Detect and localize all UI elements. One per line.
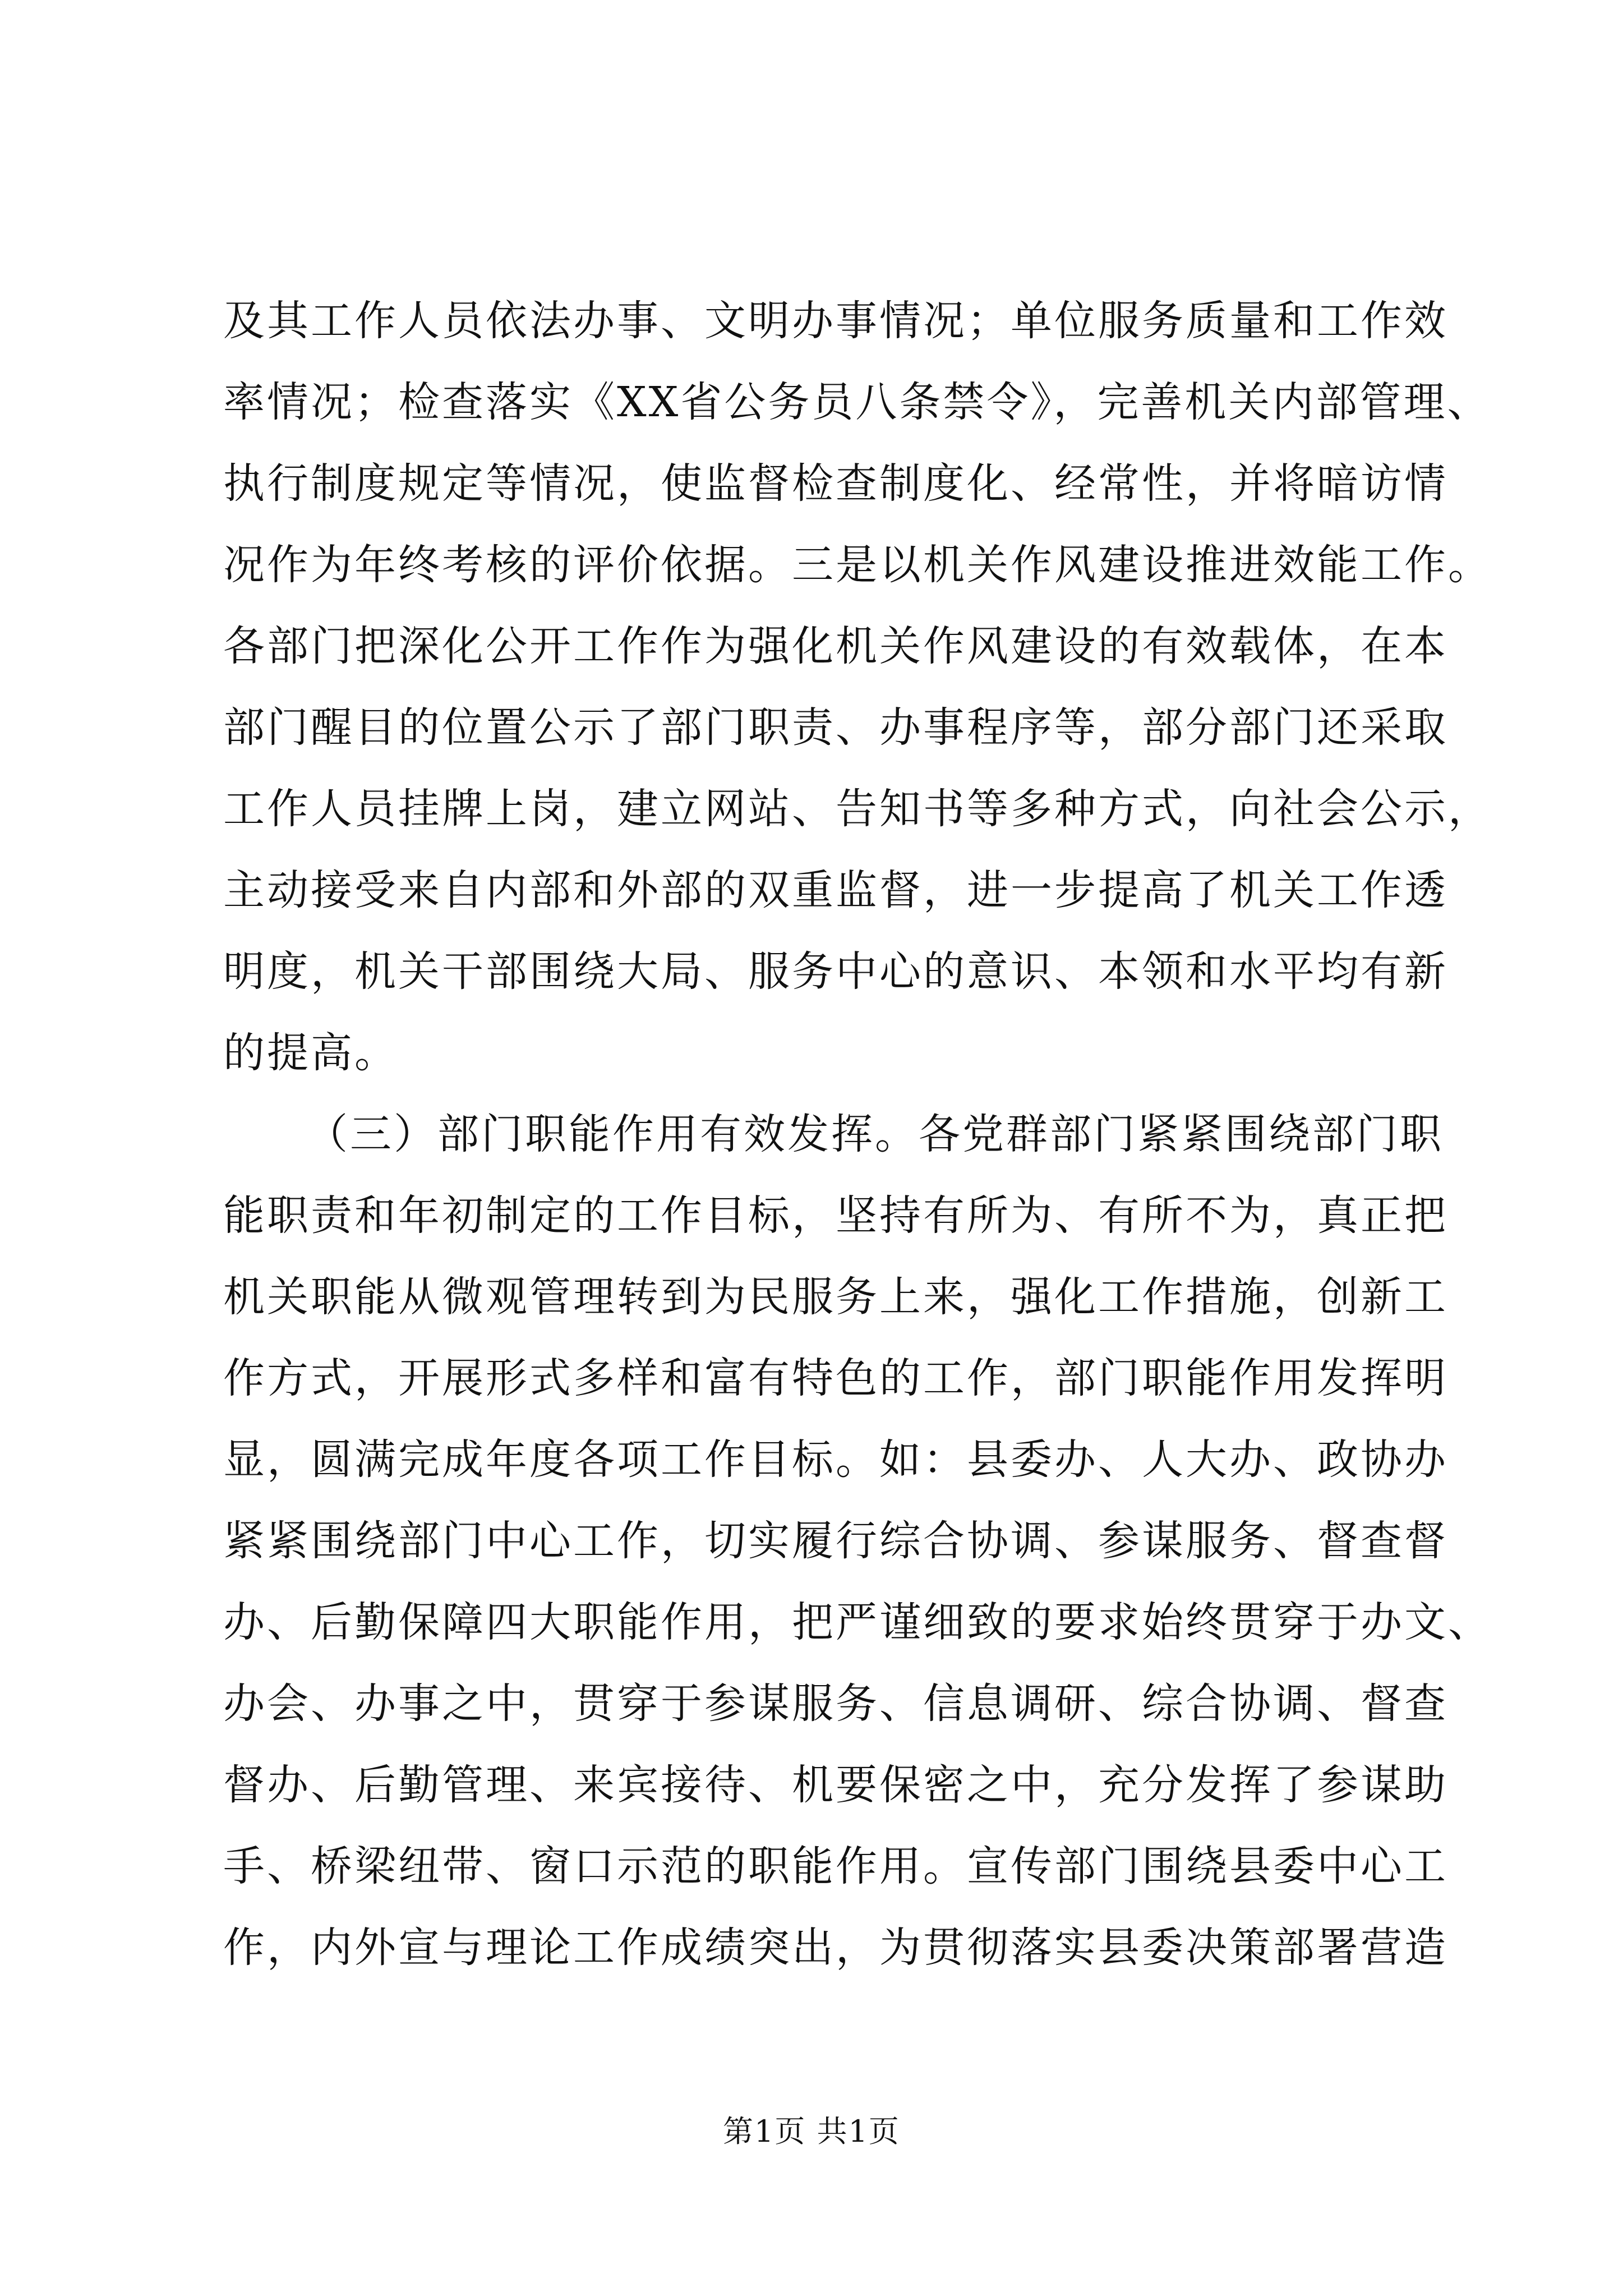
text-line: 显，圆满完成年度各项工作目标。如：县委办、人大办、政协办 xyxy=(223,1435,1448,1484)
text-line: 主动接受来自内部和外部的双重监督，进一步提高了机关工作透 xyxy=(223,866,1448,914)
text-line: 紧紧围绕部门中心工作，切实履行综合协调、参谋服务、督查督 xyxy=(223,1517,1448,1565)
text-line: 机关职能从微观管理转到为民服务上来，强化工作措施，创新工 xyxy=(223,1273,1448,1321)
text-line: 率情况；检查落实《XX省公务员八条禁令》，完善机关内部管理、 xyxy=(223,378,1491,426)
text-line: 部门醒目的位置公示了部门职责、办事程序等，部分部门还采取 xyxy=(223,703,1448,752)
text-line: 工作人员挂牌上岗，建立网站、告知书等多种方式，向社会公示， xyxy=(223,785,1492,833)
page-number-footer: 第1页 共1页 xyxy=(723,2114,900,2149)
text-line: 办会、办事之中，贯穿于参谋服务、信息调研、综合协调、督查 xyxy=(223,1680,1448,1728)
text-line: 作，内外宣与理论工作成绩突出，为贯彻落实县委决策部署营造 xyxy=(223,1924,1448,1972)
text-line: 督办、后勤管理、来宾接待、机要保密之中，充分发挥了参谋助 xyxy=(223,1761,1448,1809)
text-line: 明度，机关干部围绕大局、服务中心的意识、本领和水平均有新 xyxy=(223,947,1448,996)
text-line: 各部门把深化公开工作作为强化机关作风建设的有效载体，在本 xyxy=(223,622,1448,670)
text-line: 作方式，开展形式多样和富有特色的工作，部门职能作用发挥明 xyxy=(223,1354,1448,1402)
text-line: 的提高。 xyxy=(223,1029,398,1077)
text-line: 况作为年终考核的评价依据。三是以机关作风建设推进效能工作。 xyxy=(223,541,1492,589)
text-line: 及其工作人员依法办事、文明办事情况；单位服务质量和工作效 xyxy=(223,297,1448,345)
text-line: 执行制度规定等情况，使监督检查制度化、经常性，并将暗访情 xyxy=(223,459,1448,508)
text-line: 能职责和年初制定的工作目标，坚持有所为、有所不为，真正把 xyxy=(223,1191,1448,1240)
paragraph-first-line: （三）部门职能作用有效发挥。各党群部门紧紧围绕部门职 xyxy=(306,1110,1444,1158)
document-body xyxy=(223,280,1492,1989)
text-line: 手、桥梁纽带、窗口示范的职能作用。宣传部门围绕县委中心工 xyxy=(223,1842,1448,1890)
text-line: 办、后勤保障四大职能作用，把严谨细致的要求始终贯穿于办文、 xyxy=(223,1598,1492,1646)
